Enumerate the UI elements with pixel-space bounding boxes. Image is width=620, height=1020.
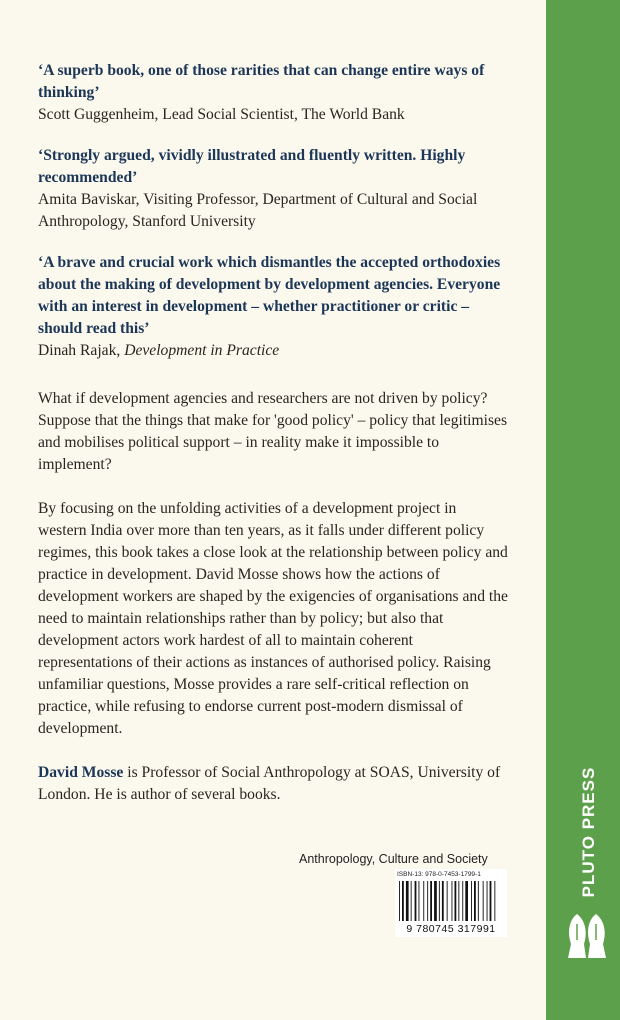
description-paragraph: What if development agencies and researchers are not driven by policy? Suppose that the things that make for 'good policy' – policy that legitimises and mobilises political support – in reality make it impossible to implement? [38, 390, 508, 473]
author-name: David Mosse [38, 764, 124, 781]
quote-text: ‘A brave and crucial work which dismantles the accepted orthodoxies about the making of development by development agencies. Everyone with an interest in development – whether practitioner or critic – should read this’ [38, 254, 501, 337]
cover-content [38, 60, 508, 828]
quote-attribution [38, 340, 508, 362]
barcode-bar [474, 881, 476, 921]
pluto-logo-icon [566, 910, 610, 960]
barcode-bar [430, 881, 432, 921]
quote-text: ‘Strongly argued, vividly illustrated and fluently written. Highly recommended’ [38, 147, 466, 186]
barcode [395, 869, 507, 937]
endorsement-quote [38, 252, 508, 362]
barcode-bar [490, 881, 492, 921]
quote-attribution: Scott Guggenheim, Lead Social Scientist, The World Bank [38, 106, 405, 123]
attribution-name: Dinah Rajak, [38, 342, 125, 359]
barcode-bar [419, 881, 420, 921]
barcode-bar [427, 881, 428, 921]
barcode-bar [465, 881, 468, 921]
attribution-source: Development in Practice [124, 342, 280, 359]
barcode-bar [415, 881, 417, 921]
author-bio-text: is Professor of Social Anthropology at SOAS, University of London. He is author of several books. [38, 764, 501, 803]
barcode-bar [483, 881, 484, 921]
barcode-bar [423, 881, 424, 921]
isbn-label: ISBN-13: 978-0-7453-1799-1 [397, 871, 481, 878]
author-bio [38, 762, 508, 806]
publisher-name: PLUTO PRESS [579, 766, 598, 898]
quote-text: ‘A superb book, one of those rarities that can change entire ways of thinking’ [38, 62, 485, 101]
barcode-bar [411, 881, 412, 921]
barcode-bar [478, 881, 479, 921]
barcode-bar [439, 881, 440, 921]
barcode-bar [406, 881, 409, 921]
barcode-bar [402, 881, 404, 921]
series-name: Anthropology, Culture and Society [299, 852, 488, 866]
barcode-bar [447, 881, 448, 921]
barcode-bar [452, 881, 453, 921]
endorsement-quote [38, 60, 508, 126]
barcode-bar [471, 881, 472, 921]
description-paragraph: By focusing on the unfolding activities of a development project in western India over more than ten years, as it falls under different policy regimes, this book takes a close look at the relationship between policy and practice in development. David Mosse shows how the actions of development workers are shaped by the exigencies of organisations and the need to maintain relationships rather than by policy; but also that development actors work hardest of all to maintain coherent representations of their actions as instances of authorised policy. Raising unfamiliar questions, Mosse provides a rare self-critical reflection on practice, while refusing to endorse current post-modern dismissal of development. [38, 500, 508, 737]
barcode-bar [487, 881, 488, 921]
barcode-bar [458, 881, 459, 921]
barcode-bars [397, 881, 505, 925]
endorsement-quote [38, 145, 508, 233]
barcode-bar [462, 881, 463, 921]
quote-attribution: Amita Baviskar, Visiting Professor, Department of Cultural and Social Anthropology, Stanford University [38, 191, 478, 230]
barcode-bar [442, 881, 444, 921]
barcode-bar [434, 881, 437, 921]
barcode-bar [494, 881, 495, 921]
isbn-number: 9 780745 317991 [406, 923, 496, 935]
barcode-bar [455, 881, 457, 921]
barcode-bar [399, 881, 400, 921]
